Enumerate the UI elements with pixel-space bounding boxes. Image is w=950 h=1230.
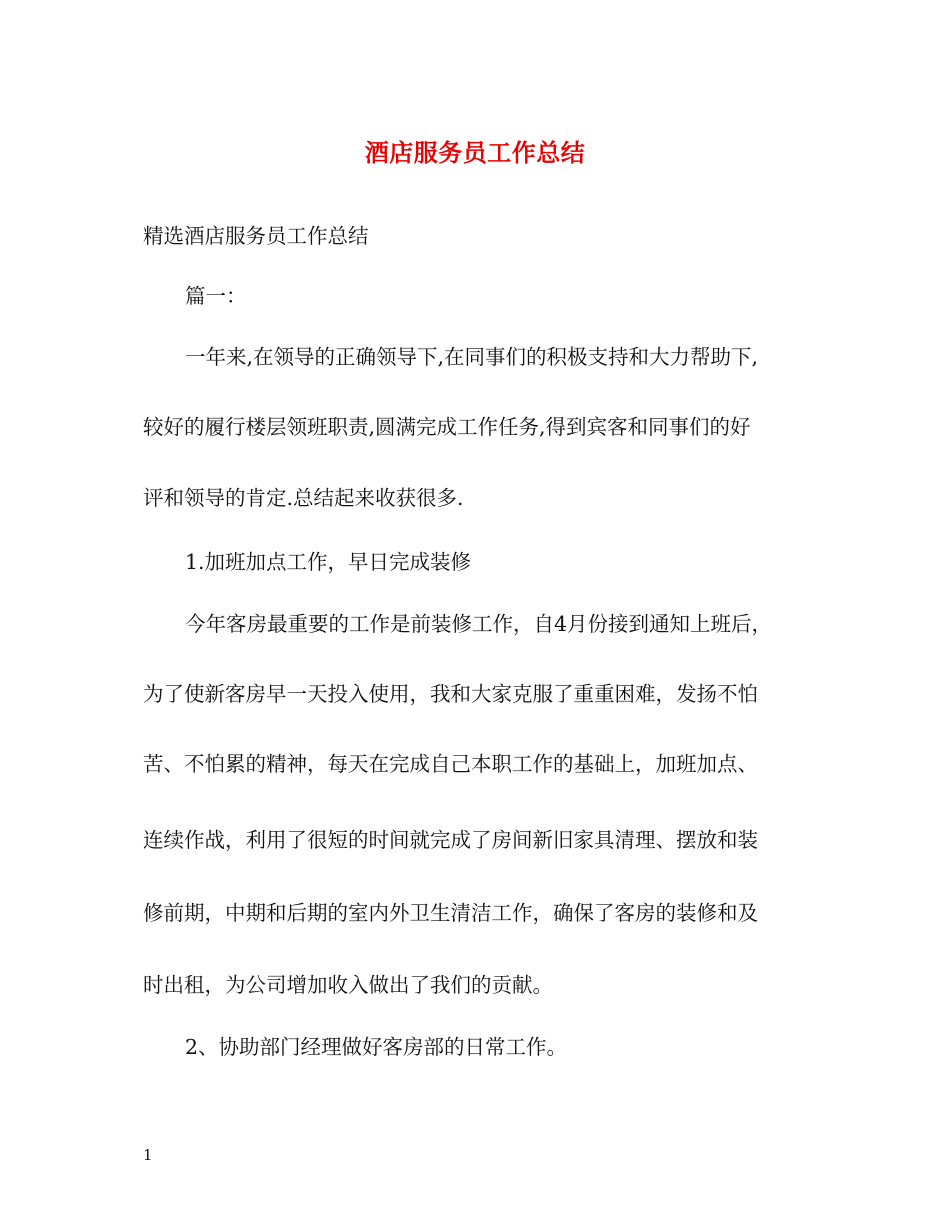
paragraph-line: 今年客房最重要的工作是前装修工作，自4月份接到通知上班后，	[185, 612, 773, 636]
paragraph-line: 时出租，为公司增加收入做出了我们的贡献。	[143, 973, 553, 997]
paragraph-line: 苦、不怕累的精神，每天在完成自己本职工作的基础上，加班加点、	[143, 752, 758, 776]
paragraph-line: 较好的履行楼层领班职责,圆满完成工作任务,得到宾客和同事们的好	[143, 415, 751, 439]
paragraph-line: 一年来,在领导的正确领导下,在同事们的积极支持和大力帮助下,	[185, 345, 759, 369]
paragraph-line: 为了使新客房早一天投入使用，我和大家克服了重重困难，发扬不怕	[143, 682, 758, 706]
heading-line: 2、协助部门经理做好客房部的日常工作。	[185, 1035, 568, 1059]
paragraph-line: 修前期，中期和后期的室内外卫生清洁工作，确保了客房的装修和及	[143, 901, 758, 925]
heading-line: 1.加班加点工作，早日完成装修	[185, 550, 472, 574]
paragraph-line: 连续作战，利用了很短的时间就完成了房间新旧家具清理、摆放和装	[143, 828, 758, 852]
document-subtitle: 精选酒店服务员工作总结	[143, 224, 369, 248]
page-number: 1	[143, 1146, 153, 1164]
section-label: 篇一：	[185, 284, 247, 308]
document-title: 酒店服务员工作总结	[364, 138, 586, 167]
paragraph-line: 评和领导的肯定.总结起来收获很多.	[143, 486, 464, 510]
